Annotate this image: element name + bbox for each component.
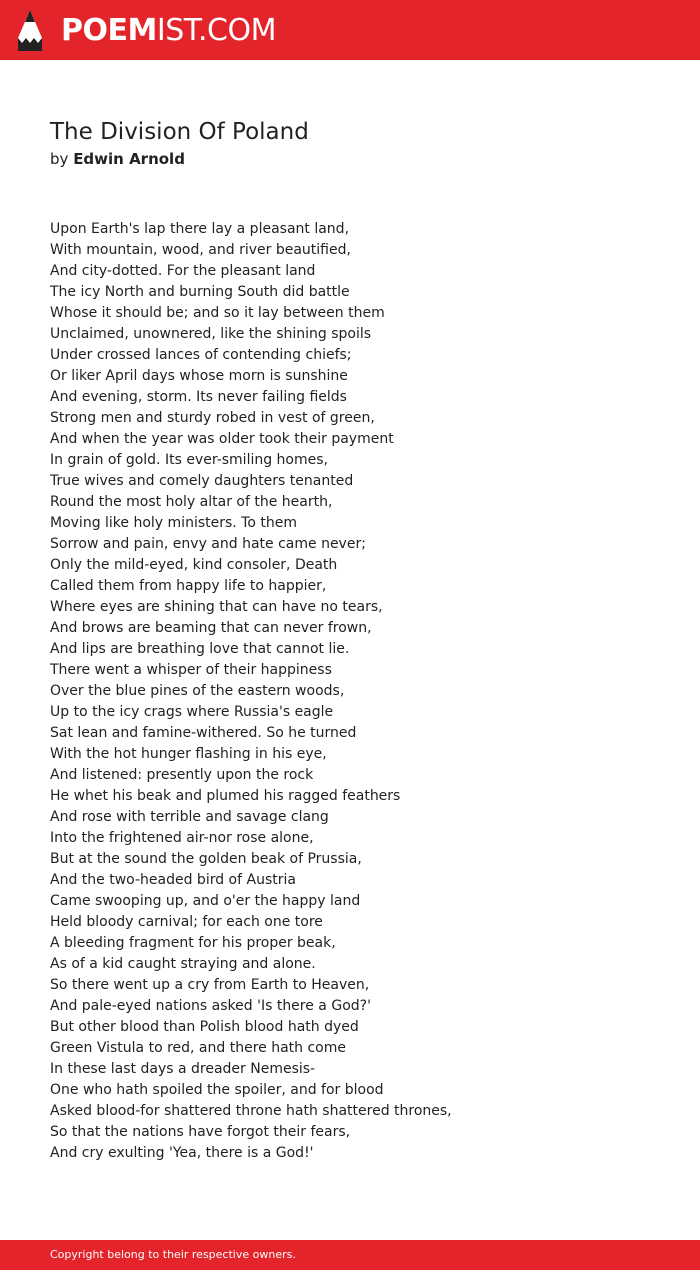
- poem-line: Moving like holy ministers. To them: [50, 515, 297, 531]
- poem-line: Unclaimed, unownered, like the shining spoils: [50, 326, 372, 342]
- poem-line: Into the frightened air-nor rose alone,: [50, 830, 314, 846]
- poem-line: In grain of gold. Its ever-smiling homes,: [50, 452, 328, 468]
- poem-line: Whose it should be; and so it lay between them: [50, 305, 385, 321]
- poem-line: One who hath spoiled the spoiler, and for blood: [50, 1082, 384, 1098]
- poem-title: The Division Of Poland: [50, 119, 309, 145]
- site-logo[interactable]: [61, 13, 276, 49]
- poem-line: And evening, storm. Its never failing fields: [50, 389, 347, 405]
- poem-line: Held bloody carnival; for each one tore: [50, 914, 323, 930]
- poem-line: And listened: presently upon the rock: [50, 767, 314, 783]
- poem-line: With mountain, wood, and river beautified,: [50, 242, 351, 258]
- byline: [50, 148, 185, 170]
- site-header: [0, 0, 700, 60]
- poem-line: Green Vistula to red, and there hath come: [50, 1040, 346, 1056]
- poem-line: True wives and comely daughters tenanted: [50, 473, 354, 489]
- poem-line: And cry exulting 'Yea, there is a God!': [50, 1145, 314, 1161]
- poem-line: And the two-headed bird of Austria: [50, 872, 296, 888]
- poem-line: But other blood than Polish blood hath dyed: [50, 1019, 359, 1035]
- poem-line: Over the blue pines of the eastern woods,: [50, 683, 345, 699]
- poem-line: So there went up a cry from Earth to Heaven,: [50, 977, 370, 993]
- poem-line: Sorrow and pain, envy and hate came never;: [50, 536, 366, 552]
- poem-line: Under crossed lances of contending chiefs;: [50, 347, 352, 363]
- site-footer: [0, 1240, 700, 1270]
- by-label: by: [50, 150, 69, 168]
- poem-line: Or liker April days whose morn is sunshine: [50, 368, 348, 384]
- poem-line: And pale-eyed nations asked 'Is there a God?': [50, 998, 371, 1014]
- poem-line: The icy North and burning South did battle: [50, 284, 350, 300]
- poem-line: And rose with terrible and savage clang: [50, 809, 329, 825]
- poem-line: But at the sound the golden beak of Prussia,: [50, 851, 362, 867]
- poem-line: So that the nations have forgot their fears,: [50, 1124, 351, 1140]
- poem-line: And city-dotted. For the pleasant land: [50, 263, 316, 279]
- poem-line: A bleeding fragment for his proper beak,: [50, 935, 336, 951]
- brand-name-bold: POEM: [61, 13, 157, 48]
- poem-line: Strong men and sturdy robed in vest of green,: [50, 410, 375, 426]
- poem-line: With the hot hunger flashing in his eye,: [50, 746, 327, 762]
- poem-line: As of a kid caught straying and alone.: [50, 956, 316, 972]
- poem-line: And brows are beaming that can never frown,: [50, 620, 372, 636]
- brand-name-light: IST.COM: [156, 13, 276, 48]
- poem-line: Came swooping up, and o'er the happy land: [50, 893, 361, 909]
- poem-line: Round the most holy altar of the hearth,: [50, 494, 333, 510]
- poem-line: He whet his beak and plumed his ragged feathers: [50, 788, 401, 804]
- poem-line: And lips are breathing love that cannot lie.: [50, 641, 350, 657]
- poem-line: In these last days a dreader Nemesis-: [50, 1061, 316, 1077]
- pencil-tip-icon[interactable]: [18, 10, 42, 51]
- poem-line: Where eyes are shining that can have no tears,: [50, 599, 383, 615]
- poem-line: Sat lean and famine-withered. So he turned: [50, 725, 357, 741]
- poem-line: Upon Earth's lap there lay a pleasant land,: [50, 221, 350, 237]
- copyright-text: Copyright belong to their respective owners.: [50, 1248, 296, 1261]
- poem-body: [50, 219, 650, 1164]
- poem-line: Only the mild-eyed, kind consoler, Death: [50, 557, 338, 573]
- poem-line: And when the year was older took their payment: [50, 431, 394, 447]
- poem-line: Called them from happy life to happier,: [50, 578, 327, 594]
- poem-line: Asked blood-for shattered throne hath shattered thrones,: [50, 1103, 452, 1119]
- poem-line: Up to the icy crags where Russia's eagle: [50, 704, 334, 720]
- poem-line: There went a whisper of their happiness: [50, 662, 332, 678]
- author-name: Edwin Arnold: [73, 150, 185, 168]
